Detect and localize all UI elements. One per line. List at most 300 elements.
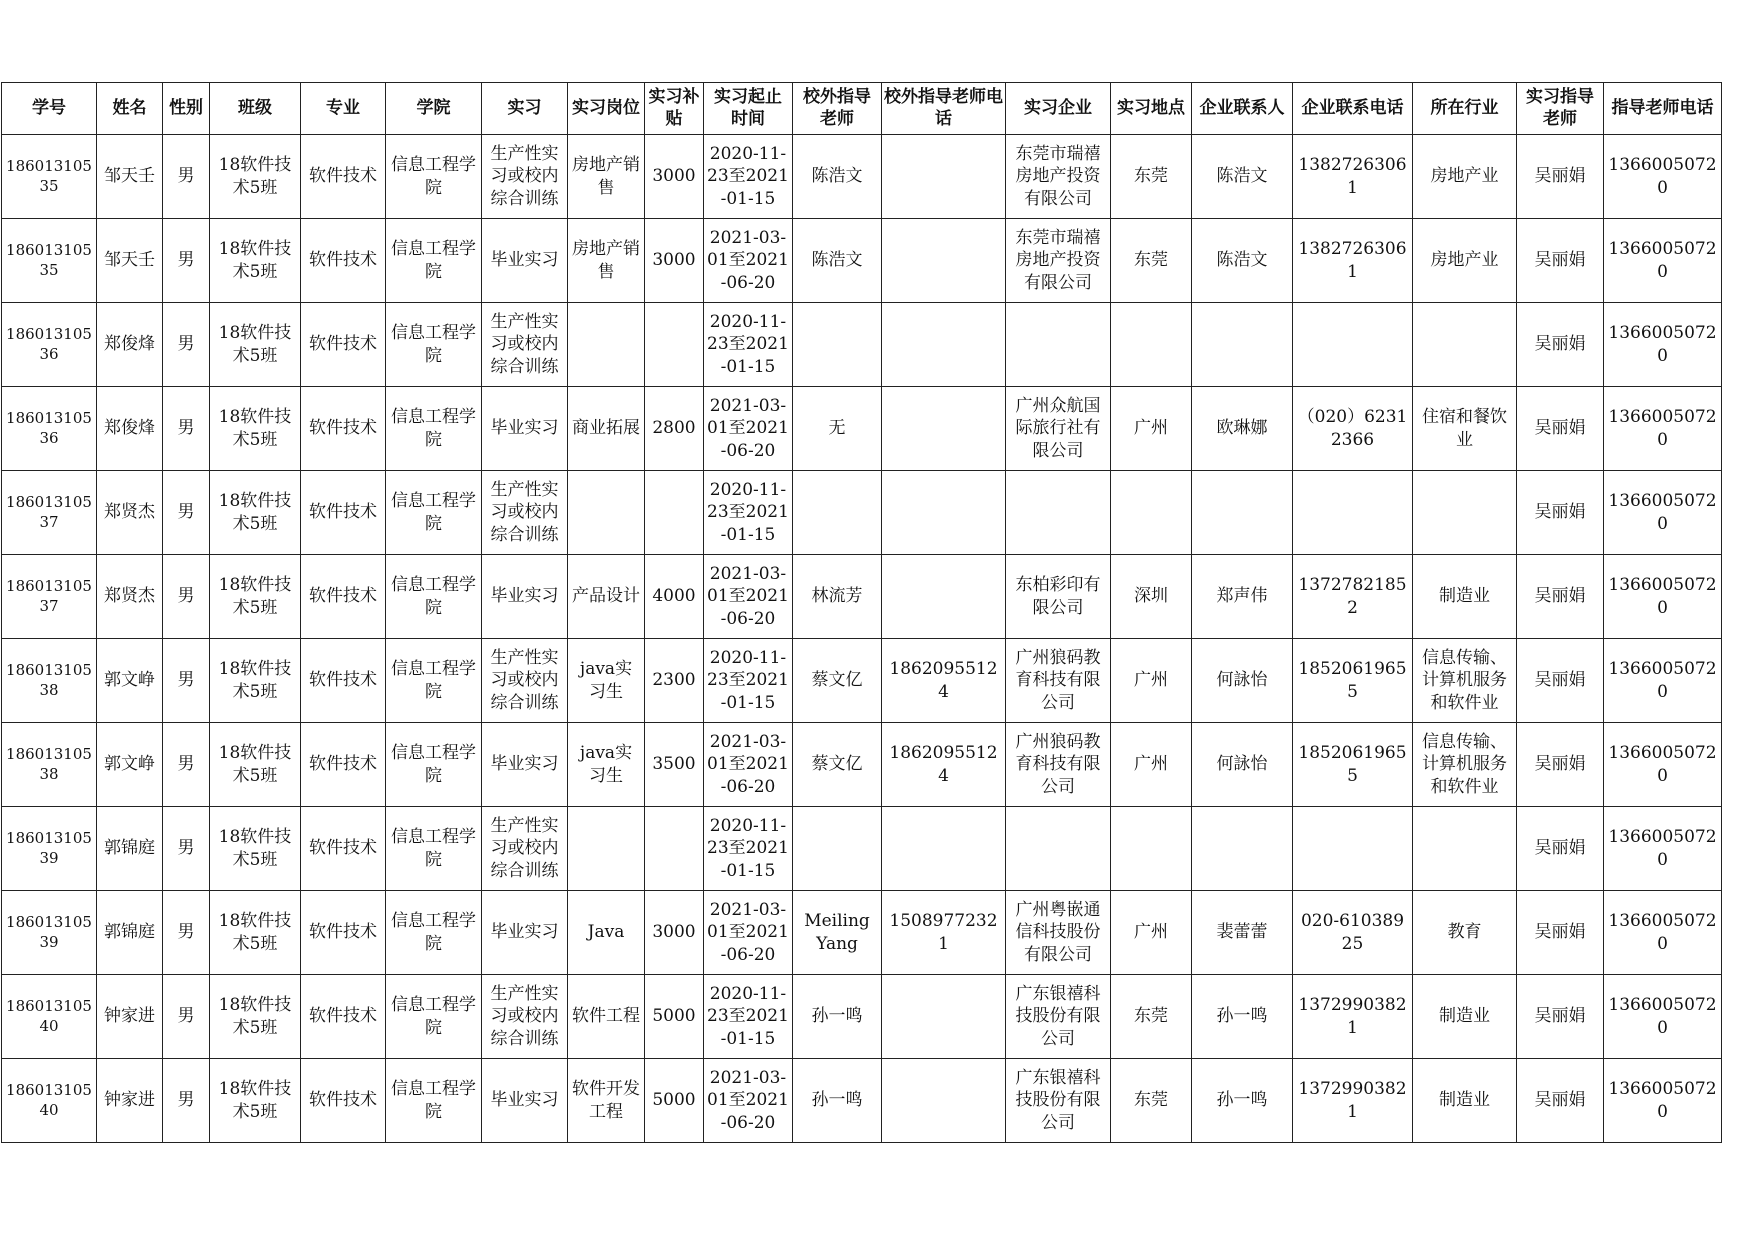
cell-position	[568, 219, 645, 303]
cell-text: 郭锦庭	[104, 922, 155, 943]
cell-text: 软件开发工程	[572, 1079, 640, 1122]
cell-text: 13660050720	[1608, 239, 1717, 282]
cell-text: 商业拓展	[572, 418, 640, 439]
cell-text: 5000	[652, 1006, 696, 1027]
cell-period	[704, 639, 793, 723]
cell-text: 毕业实习	[490, 418, 559, 439]
cell-company	[1006, 219, 1111, 303]
cell-text: 13827263061	[1298, 239, 1407, 282]
cell-company-phone	[1293, 219, 1413, 303]
cell-class	[210, 723, 301, 807]
cell-text: 吴丽娟	[1534, 250, 1586, 271]
cell-name	[97, 219, 163, 303]
cell-company-phone	[1293, 471, 1413, 555]
cell-text: 郑声伟	[1216, 586, 1268, 607]
cell-industry	[1413, 891, 1517, 975]
cell-period	[704, 975, 793, 1059]
cell-text: 2021-03-01至2021-06-20	[707, 396, 789, 461]
cell-major	[301, 555, 386, 639]
cell-external-tutor-phone	[882, 975, 1006, 1059]
cell-text: 郭文峥	[104, 754, 155, 775]
cell-class	[210, 135, 301, 219]
header-location: 实习地点	[1111, 83, 1192, 135]
cell-company	[1006, 891, 1111, 975]
cell-text: 广州	[1134, 418, 1168, 439]
cell-position	[568, 975, 645, 1059]
cell-student-id	[2, 135, 97, 219]
cell-text: 2021-03-01至2021-06-20	[707, 228, 789, 293]
cell-company-phone	[1293, 975, 1413, 1059]
cell-company	[1006, 807, 1111, 891]
cell-text: 吴丽娟	[1534, 838, 1586, 859]
cell-text: 软件技术	[309, 838, 377, 859]
cell-location	[1111, 555, 1192, 639]
cell-internship-type	[482, 555, 568, 639]
cell-text: 信息工程学院	[391, 1079, 476, 1122]
table-row	[2, 639, 1722, 723]
cell-text: 男	[177, 334, 195, 355]
table-row	[2, 723, 1722, 807]
cell-text: 东柏彩印有限公司	[1015, 575, 1101, 618]
cell-allowance	[645, 555, 704, 639]
cell-company-contact	[1192, 1059, 1293, 1143]
cell-tutor-phone	[1604, 723, 1722, 807]
cell-company-contact	[1192, 471, 1293, 555]
cell-text: 18软件技术5班	[218, 911, 292, 954]
cell-company-contact	[1192, 807, 1293, 891]
cell-location	[1111, 219, 1192, 303]
cell-text: 吴丽娟	[1534, 922, 1586, 943]
table-row	[2, 1059, 1722, 1143]
cell-position	[568, 1059, 645, 1143]
cell-position	[568, 303, 645, 387]
cell-text: 13729903821	[1298, 1079, 1407, 1122]
cell-period	[704, 135, 793, 219]
cell-college	[386, 135, 482, 219]
cell-text: 18520619655	[1298, 659, 1407, 702]
cell-gender	[163, 639, 210, 723]
cell-text: 2020-11-23至2021-01-15	[707, 816, 789, 881]
cell-company-contact	[1192, 303, 1293, 387]
cell-external-tutor	[793, 1059, 882, 1143]
cell-text: 13729903821	[1298, 995, 1407, 1038]
cell-gender	[163, 723, 210, 807]
cell-text: 信息工程学院	[391, 911, 476, 954]
cell-location	[1111, 639, 1192, 723]
cell-gender	[163, 303, 210, 387]
cell-text: 18软件技术5班	[218, 827, 292, 870]
cell-location	[1111, 723, 1192, 807]
cell-text: 男	[177, 166, 195, 187]
table-row	[2, 891, 1722, 975]
cell-text: 软件技术	[309, 418, 377, 439]
cell-text: 生产性实习或校内综合训练	[490, 984, 559, 1049]
cell-text: 陈浩文	[811, 166, 863, 187]
cell-tutor-phone	[1604, 135, 1722, 219]
cell-tutor-phone	[1604, 639, 1722, 723]
cell-position	[568, 807, 645, 891]
table-row	[2, 975, 1722, 1059]
cell-text: 18601310536	[6, 409, 92, 447]
cell-text: 吴丽娟	[1534, 502, 1586, 523]
cell-college	[386, 555, 482, 639]
cell-tutor	[1517, 387, 1604, 471]
cell-external-tutor-phone	[882, 471, 1006, 555]
cell-text: 吴丽娟	[1534, 418, 1586, 439]
cell-text: 18620955124	[889, 743, 998, 786]
cell-name	[97, 723, 163, 807]
cell-text: 2021-03-01至2021-06-20	[707, 1068, 789, 1133]
cell-text: java实习生	[579, 743, 633, 786]
header-gender: 性别	[163, 83, 210, 135]
cell-text: 男	[177, 1090, 195, 1111]
cell-location	[1111, 471, 1192, 555]
cell-text: 13660050720	[1608, 743, 1717, 786]
cell-company-phone	[1293, 303, 1413, 387]
cell-text: 无	[828, 418, 846, 439]
cell-internship-type	[482, 639, 568, 723]
cell-class	[210, 387, 301, 471]
cell-external-tutor	[793, 807, 882, 891]
cell-text: 制造业	[1439, 1006, 1490, 1027]
cell-major	[301, 471, 386, 555]
header-name: 姓名	[97, 83, 163, 135]
cell-name	[97, 975, 163, 1059]
cell-major	[301, 975, 386, 1059]
cell-tutor	[1517, 135, 1604, 219]
cell-text: 郑俊烽	[104, 418, 155, 439]
cell-student-id	[2, 471, 97, 555]
cell-text: 18601310538	[6, 745, 92, 783]
cell-text: 吴丽娟	[1534, 670, 1586, 691]
cell-gender	[163, 555, 210, 639]
cell-text: 陈浩文	[811, 250, 863, 271]
cell-location	[1111, 303, 1192, 387]
cell-text: 房地产业	[1430, 250, 1499, 271]
cell-company-phone	[1293, 555, 1413, 639]
cell-text: 信息工程学院	[391, 743, 476, 786]
cell-text: 软件技术	[309, 922, 377, 943]
cell-text: 男	[177, 502, 195, 523]
cell-major	[301, 807, 386, 891]
cell-text: 18软件技术5班	[218, 995, 292, 1038]
cell-text: 13660050720	[1608, 911, 1717, 954]
cell-tutor-phone	[1604, 891, 1722, 975]
cell-gender	[163, 975, 210, 1059]
cell-external-tutor	[793, 891, 882, 975]
cell-company	[1006, 639, 1111, 723]
cell-text: 2021-03-01至2021-06-20	[707, 732, 789, 797]
cell-allowance	[645, 807, 704, 891]
table-row	[2, 807, 1722, 891]
cell-internship-type	[482, 1059, 568, 1143]
cell-major	[301, 891, 386, 975]
cell-text: 东莞	[1134, 1006, 1168, 1027]
cell-text: 广州粤嵌通信科技股份有限公司	[1015, 900, 1101, 965]
cell-tutor-phone	[1604, 303, 1722, 387]
cell-text: 软件技术	[309, 1006, 377, 1027]
cell-text: 吴丽娟	[1534, 1006, 1586, 1027]
cell-text: 软件技术	[309, 502, 377, 523]
cell-external-tutor-phone	[882, 219, 1006, 303]
cell-period	[704, 555, 793, 639]
cell-text: 18软件技术5班	[218, 407, 292, 450]
cell-college	[386, 723, 482, 807]
cell-text: 孙一鸣	[1216, 1006, 1268, 1027]
cell-company	[1006, 555, 1111, 639]
cell-location	[1111, 135, 1192, 219]
cell-external-tutor-phone	[882, 891, 1006, 975]
cell-text: 信息工程学院	[391, 323, 476, 366]
cell-position	[568, 471, 645, 555]
cell-text: 郭文峥	[104, 670, 155, 691]
cell-text: 生产性实习或校内综合训练	[490, 312, 559, 377]
cell-major	[301, 723, 386, 807]
cell-text: 2020-11-23至2021-01-15	[707, 144, 789, 209]
cell-text: 软件技术	[309, 754, 377, 775]
cell-external-tutor	[793, 639, 882, 723]
header-tutor-phone: 指导老师电话	[1604, 83, 1722, 135]
cell-student-id	[2, 975, 97, 1059]
cell-text: 软件技术	[309, 250, 377, 271]
cell-text: 3000	[652, 250, 696, 271]
cell-text: 广东银禧科技股份有限公司	[1015, 984, 1101, 1049]
cell-text: 陈浩文	[1216, 250, 1268, 271]
cell-text: 18620955124	[889, 659, 998, 702]
cell-text: 邹天壬	[104, 166, 155, 187]
cell-industry	[1413, 639, 1517, 723]
cell-name	[97, 807, 163, 891]
internship-table	[1, 82, 1722, 1143]
cell-text: 18软件技术5班	[218, 323, 292, 366]
cell-company	[1006, 387, 1111, 471]
cell-text: 18软件技术5班	[218, 155, 292, 198]
cell-class	[210, 1059, 301, 1143]
cell-name	[97, 555, 163, 639]
cell-major	[301, 639, 386, 723]
cell-text: 2020-11-23至2021-01-15	[707, 648, 789, 713]
cell-text: 广州	[1134, 670, 1168, 691]
cell-text: 信息工程学院	[391, 239, 476, 282]
cell-tutor	[1517, 303, 1604, 387]
cell-text: 18601310535	[6, 157, 92, 195]
cell-text: 男	[177, 1006, 195, 1027]
cell-class	[210, 639, 301, 723]
cell-internship-type	[482, 807, 568, 891]
cell-text: 18520619655	[1298, 743, 1407, 786]
cell-text: 蔡文亿	[811, 670, 863, 691]
cell-text: 生产性实习或校内综合训练	[490, 144, 559, 209]
cell-allowance	[645, 1059, 704, 1143]
cell-text: 房地产销售	[572, 239, 640, 282]
cell-external-tutor-phone	[882, 555, 1006, 639]
cell-gender	[163, 135, 210, 219]
cell-text: 4000	[652, 586, 696, 607]
cell-external-tutor	[793, 975, 882, 1059]
cell-student-id	[2, 1059, 97, 1143]
header-position: 实习岗位	[568, 83, 645, 135]
cell-name	[97, 1059, 163, 1143]
cell-text: 信息工程学院	[391, 407, 476, 450]
cell-position	[568, 723, 645, 807]
cell-industry	[1413, 135, 1517, 219]
cell-name	[97, 639, 163, 723]
cell-text: 18软件技术5班	[218, 659, 292, 702]
cell-company-contact	[1192, 387, 1293, 471]
cell-external-tutor	[793, 723, 882, 807]
cell-text: 生产性实习或校内综合训练	[490, 648, 559, 713]
cell-position	[568, 387, 645, 471]
cell-company	[1006, 471, 1111, 555]
cell-allowance	[645, 891, 704, 975]
cell-tutor	[1517, 219, 1604, 303]
cell-name	[97, 891, 163, 975]
cell-student-id	[2, 891, 97, 975]
cell-major	[301, 135, 386, 219]
cell-company	[1006, 723, 1111, 807]
cell-text: 广州	[1134, 754, 1168, 775]
cell-text: 18软件技术5班	[218, 239, 292, 282]
cell-text: 男	[177, 838, 195, 859]
cell-text: 信息工程学院	[391, 575, 476, 618]
cell-text: 18软件技术5班	[218, 575, 292, 618]
cell-internship-type	[482, 723, 568, 807]
cell-text: 吴丽娟	[1534, 1090, 1586, 1111]
cell-college	[386, 807, 482, 891]
cell-text: 信息工程学院	[391, 155, 476, 198]
cell-text: 3500	[652, 754, 696, 775]
cell-student-id	[2, 387, 97, 471]
cell-text: 18软件技术5班	[218, 1079, 292, 1122]
cell-position	[568, 891, 645, 975]
cell-location	[1111, 1059, 1192, 1143]
cell-text: 生产性实习或校内综合训练	[490, 816, 559, 881]
cell-tutor-phone	[1604, 975, 1722, 1059]
cell-student-id	[2, 807, 97, 891]
cell-text: Meiling Yang	[804, 911, 870, 954]
cell-text: 男	[177, 418, 195, 439]
cell-text: 男	[177, 754, 195, 775]
cell-company	[1006, 975, 1111, 1059]
cell-text: 18601310537	[6, 577, 92, 615]
cell-text: Java	[587, 922, 625, 943]
cell-external-tutor	[793, 471, 882, 555]
cell-text: 软件技术	[309, 586, 377, 607]
cell-text: 东莞	[1134, 1090, 1168, 1111]
cell-internship-type	[482, 135, 568, 219]
cell-internship-type	[482, 891, 568, 975]
cell-class	[210, 807, 301, 891]
cell-internship-type	[482, 387, 568, 471]
cell-tutor	[1517, 891, 1604, 975]
cell-text: 13660050720	[1608, 491, 1717, 534]
cell-text: 软件工程	[572, 1006, 640, 1027]
cell-gender	[163, 387, 210, 471]
header-college: 学院	[386, 83, 482, 135]
cell-class	[210, 471, 301, 555]
cell-period	[704, 219, 793, 303]
cell-text: 毕业实习	[490, 586, 559, 607]
cell-external-tutor	[793, 555, 882, 639]
cell-text: 林流芳	[811, 586, 863, 607]
cell-college	[386, 303, 482, 387]
cell-company	[1006, 135, 1111, 219]
cell-industry	[1413, 555, 1517, 639]
cell-company-phone	[1293, 891, 1413, 975]
cell-text: 2021-03-01至2021-06-20	[707, 900, 789, 965]
cell-text: 何詠怡	[1216, 670, 1268, 691]
cell-text: 3000	[652, 166, 696, 187]
cell-class	[210, 891, 301, 975]
cell-external-tutor	[793, 135, 882, 219]
cell-text: 信息传输、计算机服务和软件业	[1422, 648, 1507, 713]
table-row	[2, 471, 1722, 555]
cell-text: 男	[177, 670, 195, 691]
cell-text: 制造业	[1439, 586, 1490, 607]
cell-text: 2300	[652, 670, 696, 691]
cell-tutor-phone	[1604, 387, 1722, 471]
cell-class	[210, 303, 301, 387]
cell-class	[210, 555, 301, 639]
cell-text: 18601310540	[6, 1081, 92, 1119]
cell-text: 邹天壬	[104, 250, 155, 271]
cell-text: 吴丽娟	[1534, 754, 1586, 775]
cell-tutor-phone	[1604, 807, 1722, 891]
cell-text: 毕业实习	[490, 754, 559, 775]
cell-allowance	[645, 639, 704, 723]
cell-allowance	[645, 975, 704, 1059]
cell-text: 020-61038925	[1300, 911, 1405, 954]
cell-text: 产品设计	[572, 586, 640, 607]
cell-tutor-phone	[1604, 219, 1722, 303]
cell-text: 钟家进	[104, 1090, 155, 1111]
cell-position	[568, 639, 645, 723]
cell-text: 18601310540	[6, 997, 92, 1035]
cell-company-contact	[1192, 891, 1293, 975]
cell-tutor-phone	[1604, 471, 1722, 555]
cell-internship-type	[482, 471, 568, 555]
cell-period	[704, 891, 793, 975]
cell-major	[301, 387, 386, 471]
cell-college	[386, 219, 482, 303]
cell-text: 吴丽娟	[1534, 166, 1586, 187]
cell-text: 广州众航国际旅行社有限公司	[1015, 396, 1101, 461]
table-body	[2, 135, 1722, 1143]
cell-company-contact	[1192, 975, 1293, 1059]
header-company-contact: 企业联系人	[1192, 83, 1293, 135]
cell-text: 18软件技术5班	[218, 491, 292, 534]
cell-external-tutor	[793, 387, 882, 471]
cell-college	[386, 387, 482, 471]
cell-text: 郑贤杰	[104, 586, 155, 607]
cell-text: 13660050720	[1608, 995, 1717, 1038]
cell-text: 广东银禧科技股份有限公司	[1015, 1068, 1101, 1133]
header-company-phone: 企业联系电话	[1293, 83, 1413, 135]
cell-gender	[163, 471, 210, 555]
cell-company-contact	[1192, 639, 1293, 723]
cell-position	[568, 135, 645, 219]
cell-external-tutor-phone	[882, 387, 1006, 471]
cell-gender	[163, 891, 210, 975]
cell-text: 东莞	[1134, 250, 1168, 271]
cell-industry	[1413, 219, 1517, 303]
cell-industry	[1413, 1059, 1517, 1143]
cell-allowance	[645, 219, 704, 303]
cell-text: 广州狼码教育科技有限公司	[1015, 732, 1101, 797]
cell-student-id	[2, 639, 97, 723]
cell-text: 18601310536	[6, 325, 92, 363]
cell-text: 13660050720	[1608, 659, 1717, 702]
